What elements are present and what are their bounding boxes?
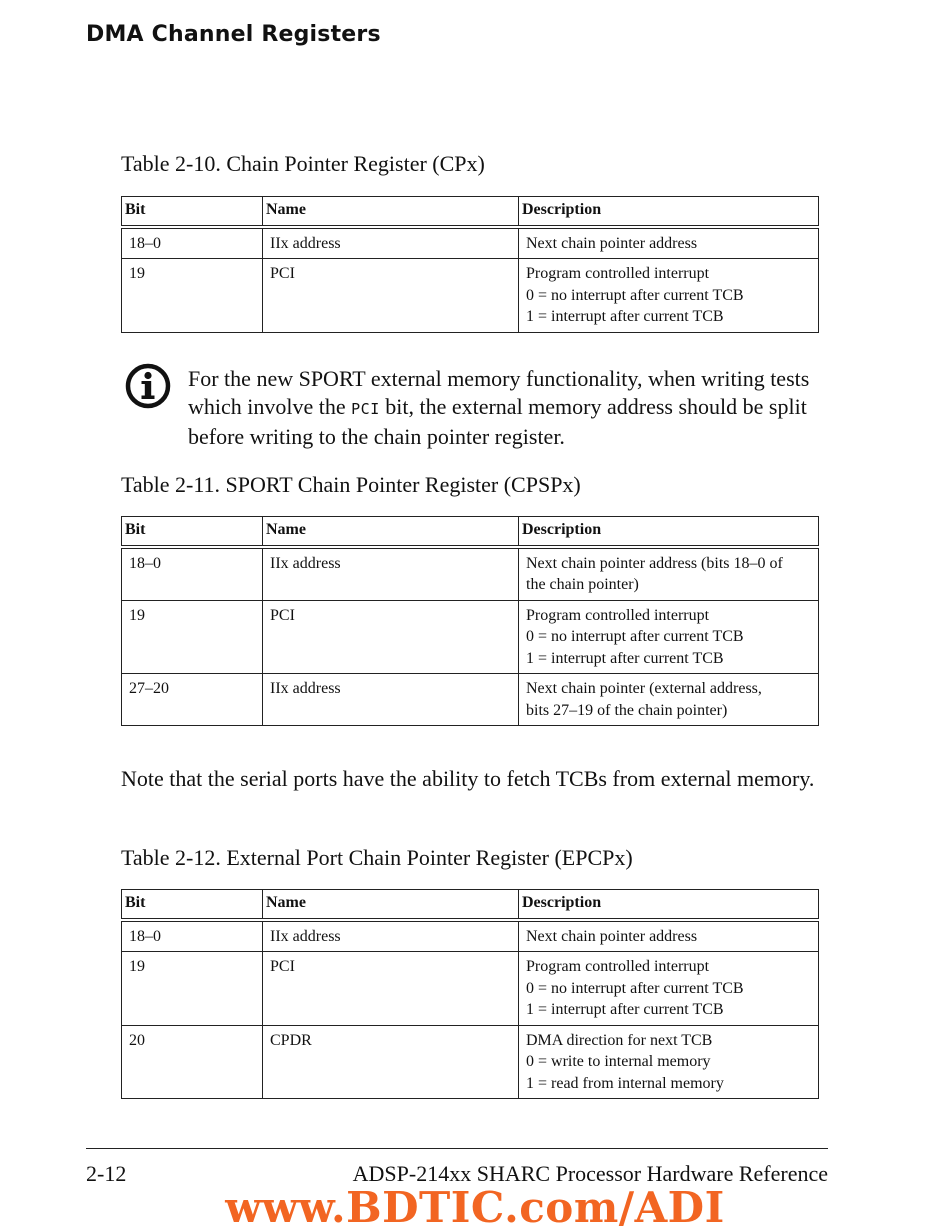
column-header-bit: Bit	[122, 197, 263, 227]
description-line: Next chain pointer (external address,	[526, 680, 762, 697]
name-cell: IIx address	[263, 227, 519, 259]
description-cell	[519, 920, 819, 952]
column-header-name: Name	[263, 517, 519, 547]
description-line: DMA direction for next TCB	[526, 1031, 713, 1049]
external-port-chain-pointer-register-table	[121, 889, 819, 1099]
table-row	[122, 952, 819, 1026]
table-header-row	[122, 197, 819, 227]
pci-code: PCI	[351, 400, 380, 418]
description-line: Next chain pointer address (bits 18–0 of	[526, 554, 783, 572]
column-header-name: Name	[263, 197, 519, 227]
description-line: 0 = no interrupt after current TCB	[526, 286, 744, 304]
description-cell	[519, 600, 819, 674]
column-header-bit: Bit	[122, 890, 263, 920]
description-line: 1 = interrupt after current TCB	[526, 649, 724, 667]
table-row	[122, 674, 819, 726]
description-line: Program controlled interrupt	[526, 606, 710, 624]
column-header-bit: Bit	[122, 517, 263, 547]
table-row	[122, 547, 819, 601]
table-row	[122, 259, 819, 333]
chain-pointer-register-table	[121, 196, 819, 333]
name-cell: IIx address	[263, 920, 519, 952]
column-header-description: Description	[519, 890, 819, 920]
description-cell	[519, 952, 819, 1026]
description-line: bits 27–19 of the chain pointer)	[526, 701, 728, 719]
description-line: 0 = no interrupt after current TCB	[526, 628, 744, 645]
column-header-description: Description	[519, 197, 819, 227]
description-line: 1 = interrupt after current TCB	[526, 1001, 724, 1018]
table-2-11-caption: Table 2-11. SPORT Chain Pointer Register (CPSPx)	[121, 472, 581, 497]
table-header-row	[122, 517, 819, 547]
description-cell	[519, 547, 819, 601]
bit-cell: 19	[122, 600, 263, 674]
description-cell	[519, 1025, 819, 1099]
note-text: For the new SPORT external memory functionality, when writing tests which involve the PCI bit, the external memory address should be split before writing to the chain pointer register.	[188, 366, 810, 449]
bit-cell: 18–0	[122, 547, 263, 601]
sport-chain-pointer-register-table	[121, 516, 819, 726]
description-cell	[519, 227, 819, 259]
body-paragraph: Note that the serial ports have the ability to fetch TCBs from external memory.	[121, 766, 815, 791]
name-cell: IIx address	[263, 674, 519, 726]
description-line: 0 = no interrupt after current TCB	[526, 979, 744, 997]
description-line: 1 = interrupt after current TCB	[526, 308, 724, 325]
description-cell	[519, 259, 819, 333]
book-title: ADSP-214xx SHARC Processor Hardware Reference	[352, 1161, 828, 1186]
table-header-row	[122, 890, 819, 920]
description-cell	[519, 674, 819, 726]
description-line: 1 = read from internal memory	[526, 1074, 724, 1092]
running-header-title: DMA Channel Registers	[86, 22, 381, 47]
table-row	[122, 600, 819, 674]
column-header-description: Description	[519, 517, 819, 547]
table-2-12-caption: Table 2-12. External Port Chain Pointer Register (EPCPx)	[121, 845, 633, 870]
bit-cell: 20	[122, 1025, 263, 1099]
description-line: 0 = write to internal memory	[526, 1053, 711, 1070]
column-header-name: Name	[263, 890, 519, 920]
info-icon	[125, 363, 171, 409]
page-number: 2-12	[86, 1161, 127, 1186]
description-line: Next chain pointer address	[526, 234, 698, 252]
bit-cell: 18–0	[122, 920, 263, 952]
table-2-10-caption: Table 2-10. Chain Pointer Register (CPx)	[121, 151, 485, 176]
footer-divider	[86, 1148, 828, 1149]
description-line: Next chain pointer address	[526, 927, 698, 945]
description-line: Program controlled interrupt	[526, 958, 710, 975]
bit-cell: 27–20	[122, 674, 263, 726]
bit-cell: 18–0	[122, 227, 263, 259]
table-row	[122, 1025, 819, 1099]
description-line: Program controlled interrupt	[526, 265, 710, 282]
name-cell: PCI	[263, 952, 519, 1026]
description-line: the chain pointer)	[526, 576, 639, 593]
name-cell: IIx address	[263, 547, 519, 601]
bit-cell: 19	[122, 952, 263, 1026]
name-cell: PCI	[263, 259, 519, 333]
table-row	[122, 920, 819, 952]
name-cell: PCI	[263, 600, 519, 674]
watermark-link[interactable]: www.BDTIC.com/ADI	[225, 1183, 725, 1232]
table-row	[122, 227, 819, 259]
bit-cell: 19	[122, 259, 263, 333]
name-cell: CPDR	[263, 1025, 519, 1099]
